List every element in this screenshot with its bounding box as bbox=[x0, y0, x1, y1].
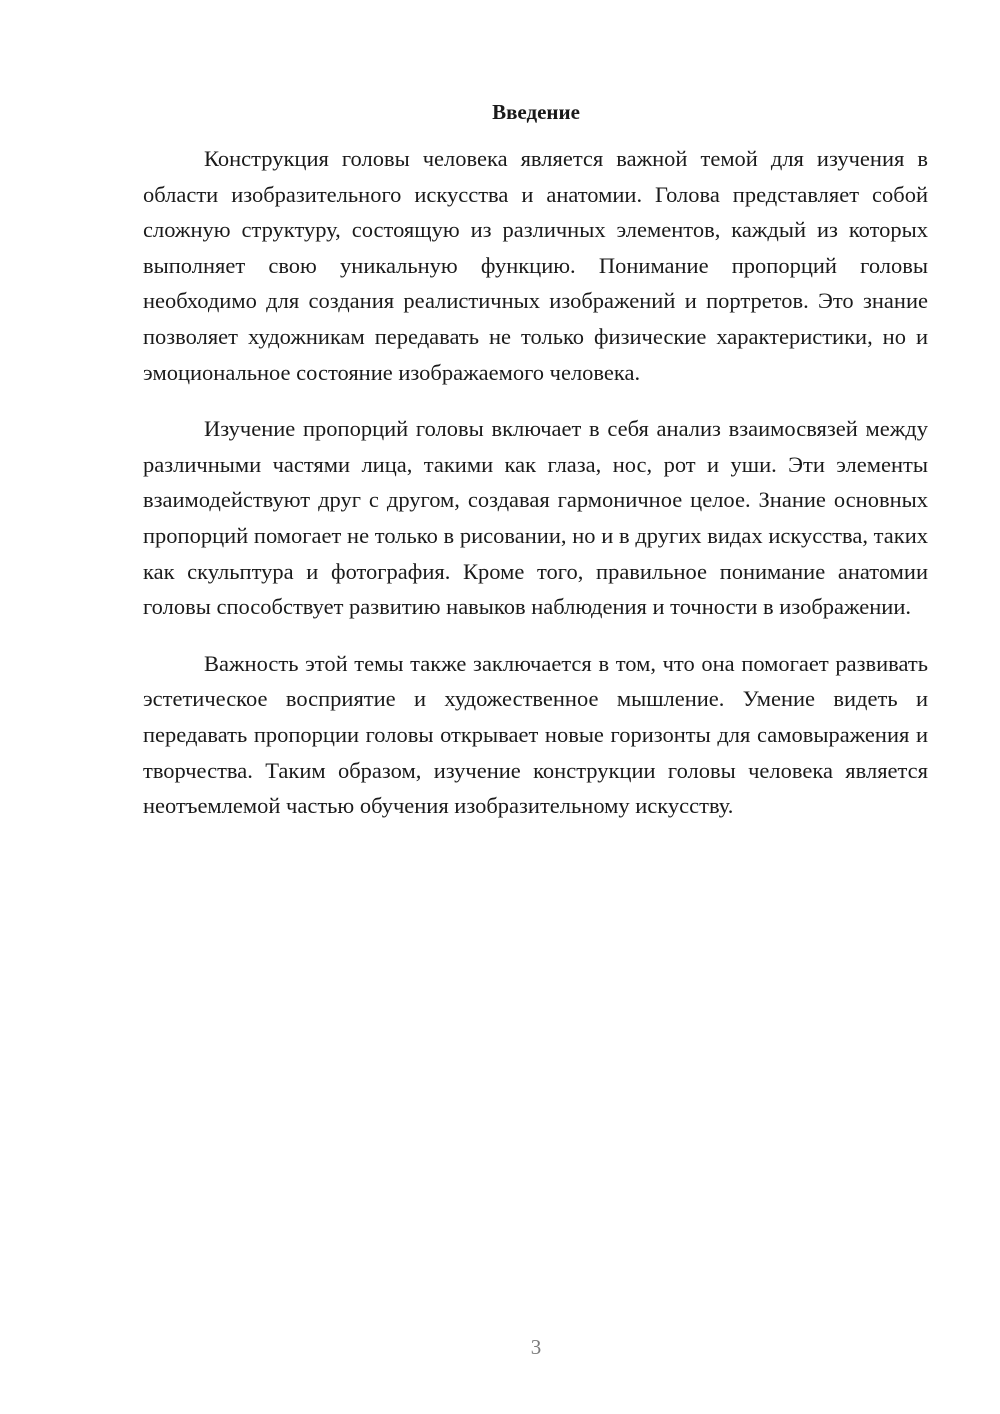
page-number: 3 bbox=[530, 1335, 542, 1359]
section-title: Введение bbox=[492, 100, 580, 124]
paragraph-1: Конструкция головы человека является важной темой для изучения в области изобразительного искусства и анатомии. Голова представляет собой сложную структуру, состоящую из различных элементов, каждый из которых выполняет свою уникальную функцию. Понимание пропорций головы необходимо для создания реалистичных изображений и портретов. Это знание позволяет художникам передавать не только физические характеристики, но и эмоциональное состояние изображаемого человека. bbox=[143, 146, 928, 385]
body-text bbox=[143, 141, 928, 824]
paragraph-2: Изучение пропорций головы включает в себя анализ взаимосвязей между различными частями лица, такими как глаза, нос, рот и уши. Эти элементы взаимодействуют друг с другом, создавая гармоничное целое. Знание основных пропорций помогает не только в рисовании, но и в других видах искусства, таких как скульптура и фотография. Кроме того, правильное понимание анатомии головы способствует развитию навыков наблюдения и точности в изображении. bbox=[143, 416, 928, 620]
paragraph-3: Важность этой темы также заключается в том, что она помогает развивать эстетическое восприятие и художественное мышление. Умение видеть и передавать пропорции головы открывает новые горизонты для самовыражения и творчества. Таким образом, изучение конструкции головы человека является неотъемлемой частью обучения изобразительному искусству. bbox=[143, 650, 928, 819]
